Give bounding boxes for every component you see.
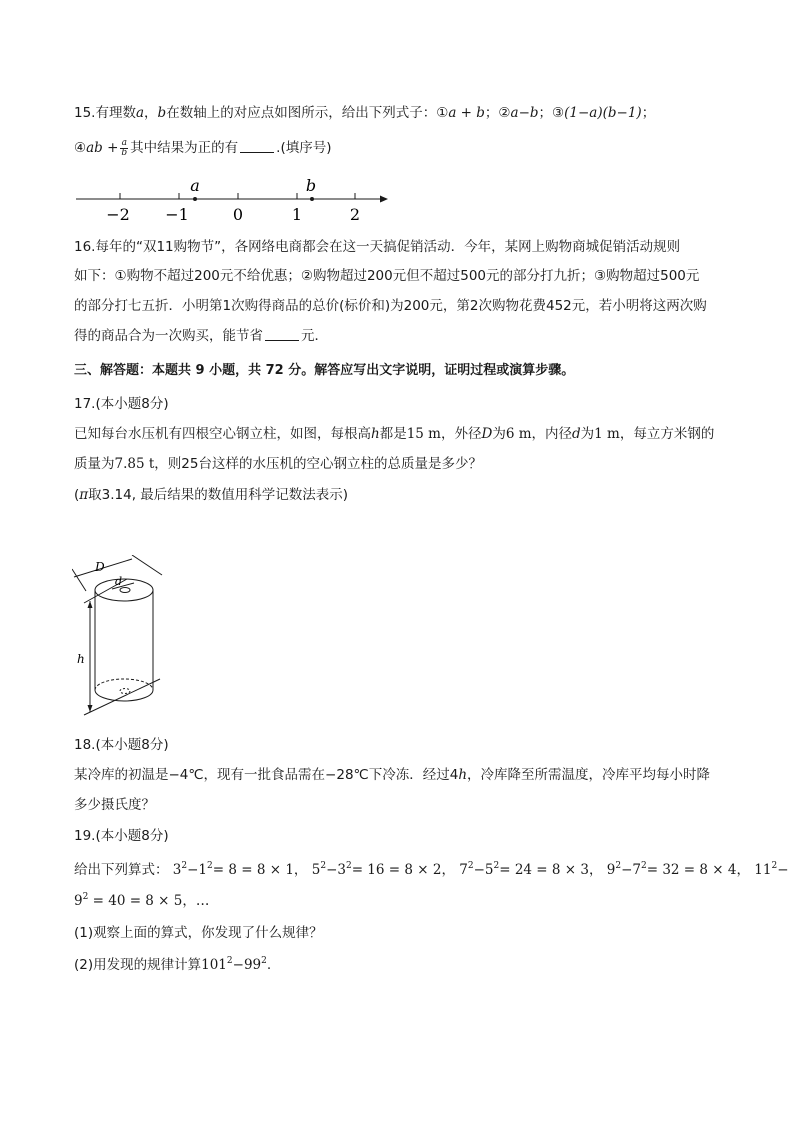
separator: ；: [641, 105, 656, 121]
hollow-cylinder-figure: [72, 555, 172, 720]
q19-part1: (1)观察上面的算式，你发现了什么规律？: [74, 925, 323, 941]
q15-line2: [74, 138, 332, 158]
q17-text: 都是: [379, 426, 407, 442]
number-line-figure: [70, 172, 400, 228]
q19-part2: [74, 955, 271, 975]
q17-text: (: [74, 487, 80, 503]
point-b: [310, 197, 314, 201]
expr-label: ③: [552, 105, 565, 121]
q17-text: ，外径: [440, 426, 482, 442]
q19-line1: [74, 860, 789, 880]
q17-heading: 17.(本小题8分): [74, 396, 169, 412]
var-b: b: [157, 105, 167, 121]
tick-label: −1: [165, 205, 189, 224]
expr-2: a−b: [510, 105, 539, 121]
base: −7: [621, 862, 641, 878]
q18-text: 某冷库的初温是−4℃，现有一批食品需在−28℃下冷冻．经过4: [74, 767, 459, 783]
q19-text: 给出下列算式：: [74, 862, 169, 878]
point-label-b: b: [305, 176, 317, 195]
q19-heading: 19.(本小题8分): [74, 828, 169, 844]
result: = 24 = 8 × 3，: [499, 862, 603, 878]
exponent: 2: [493, 861, 500, 871]
result: = 8 = 8 × 1，: [212, 862, 308, 878]
q16-line4: [74, 326, 328, 346]
tick-label: −2: [106, 205, 130, 224]
fig-label-h: h: [77, 652, 85, 666]
q18-text: ，冷库降至所需温度，冷库平均每小时降: [467, 767, 711, 783]
result: = 16 = 8 × 2，: [351, 862, 455, 878]
q18-heading: 18.(本小题8分): [74, 737, 169, 753]
point-a: [193, 197, 197, 201]
fig-label-D: D: [95, 560, 105, 574]
base: 5: [311, 862, 321, 878]
exponent: 2: [181, 861, 188, 871]
q17-line3: [74, 485, 348, 505]
equation-4: [607, 862, 750, 878]
base: 3: [172, 862, 182, 878]
value: 1 m: [594, 426, 620, 442]
cylinder-top: [95, 579, 153, 601]
q18-line2: 多少摄氏度？: [74, 797, 155, 813]
fig-label-d: d: [115, 575, 123, 588]
q17-text: 取3.14, 最后结果的数值用科学记数法表示): [88, 487, 349, 503]
equation-3: [459, 862, 602, 878]
cylinder-bottom-hole: [120, 689, 130, 694]
exponent: 2: [82, 892, 89, 902]
var-h: h: [458, 767, 468, 783]
result: = 32 = 8 × 4，: [646, 862, 750, 878]
pi-symbol: π: [79, 487, 89, 503]
base: 11: [754, 862, 772, 878]
base: 9: [74, 893, 83, 909]
exponent: 2: [615, 861, 622, 871]
exponent: 2: [207, 861, 213, 871]
q16-text: 元．: [301, 328, 328, 344]
operator: −: [777, 862, 789, 878]
arrow-up-icon: [88, 601, 93, 608]
comma: ，: [144, 105, 158, 121]
answer-blank[interactable]: [265, 327, 299, 341]
var-a: a: [135, 105, 145, 121]
q16-line2: 如下：①购物不超过200元不给优惠；②购物超过200元但不超过500元的部分打九折；③购物超过500元: [74, 268, 700, 284]
base: −5: [473, 862, 494, 878]
exponent: 2: [345, 861, 352, 871]
expr-3: (1−a)(b−1): [564, 105, 642, 121]
exponent: 2: [226, 956, 233, 966]
value: 6 m: [505, 426, 532, 442]
axis-arrow-icon: [380, 196, 388, 203]
q16-line3: 的部分打七五折．小明第1次购得商品的总价(标价和)为200元，第2次购物花费452元，若小明将这两次购: [74, 298, 707, 314]
frac-den: b: [121, 147, 128, 158]
separator: ；: [484, 105, 499, 121]
exponent: 2: [771, 861, 778, 871]
frac-num: a: [121, 137, 127, 148]
equation-5-end: [74, 893, 209, 909]
fraction-a-over-b: [120, 139, 128, 158]
compute-expression: [201, 957, 267, 973]
dimension-D-tick: [72, 569, 86, 591]
exponent: 2: [641, 861, 647, 871]
q19-line2: [74, 891, 209, 911]
dimension-D-tick: [132, 555, 162, 575]
tick-label: 0: [232, 205, 244, 224]
q16-text: 得的商品合为一次购买，能节省: [74, 328, 263, 344]
expr-1: a + b: [448, 105, 485, 121]
cylinder-inner-hole: [120, 588, 130, 593]
base: −99: [232, 957, 262, 973]
q17-text: 为: [492, 426, 506, 442]
q17-line2: [74, 454, 482, 474]
point-label-a: a: [190, 176, 200, 195]
expr-label: ②: [498, 105, 511, 121]
separator: ；: [538, 105, 553, 121]
q18-line1: [74, 765, 710, 785]
q17-text: 为: [580, 426, 595, 442]
tick-label: 1: [291, 205, 303, 224]
var-h: h: [371, 426, 380, 442]
expr-4: ab +: [86, 140, 119, 156]
q17-line1: [74, 424, 714, 444]
equation-1: [173, 862, 308, 878]
q17-text: 已知每台水压机有四根空心钢立柱，如图，每根高: [74, 426, 371, 442]
q15-text: 15.有理数: [74, 105, 136, 121]
expr-label: ①: [436, 105, 449, 121]
q19-text: (2)用发现的规律计算: [74, 957, 202, 973]
var-d: d: [572, 426, 581, 442]
q15-text: 在数轴上的对应点如图所示，给出下列式子：: [166, 105, 437, 121]
answer-blank[interactable]: [240, 139, 274, 153]
expr-label: ④: [74, 140, 87, 156]
exponent: 2: [261, 956, 267, 966]
equation-2: [312, 862, 455, 878]
result: = 40 = 8 × 5，…: [92, 893, 210, 909]
value: 7.85 t: [114, 456, 155, 472]
q15-text: .(填序号): [276, 140, 332, 156]
tick-label: 2: [349, 205, 361, 224]
exponent: 2: [467, 861, 474, 871]
value: 15 m: [406, 426, 441, 442]
q19-text: .: [266, 957, 272, 973]
q15-text: 其中结果为正的有: [130, 140, 239, 156]
q15-line1: [74, 103, 655, 123]
base: 9: [606, 862, 616, 878]
base: −1: [187, 862, 208, 878]
var-D: D: [481, 426, 493, 442]
base: 101: [201, 957, 227, 973]
q17-text: 质量为: [74, 456, 115, 472]
base: 7: [459, 862, 468, 878]
equation-5-start: [754, 862, 788, 878]
q17-text: ，每立方米钢的: [619, 426, 715, 442]
base: −3: [326, 862, 346, 878]
section-title: 三、解答题：本题共 9 小题，共 72 分。解答应写出文字说明，证明过程或演算步骤。: [74, 363, 575, 378]
q16-line1: 16.每年的“双11购物节”，各网络电商都会在这一天搞促销活动．今年，某网上购物商城促销活动规则: [74, 239, 681, 255]
exponent: 2: [320, 861, 327, 871]
q17-text: ，内径: [531, 426, 572, 442]
q17-text: ，则25台这样的水压机的空心钢立柱的总质量是多少？: [154, 456, 482, 472]
